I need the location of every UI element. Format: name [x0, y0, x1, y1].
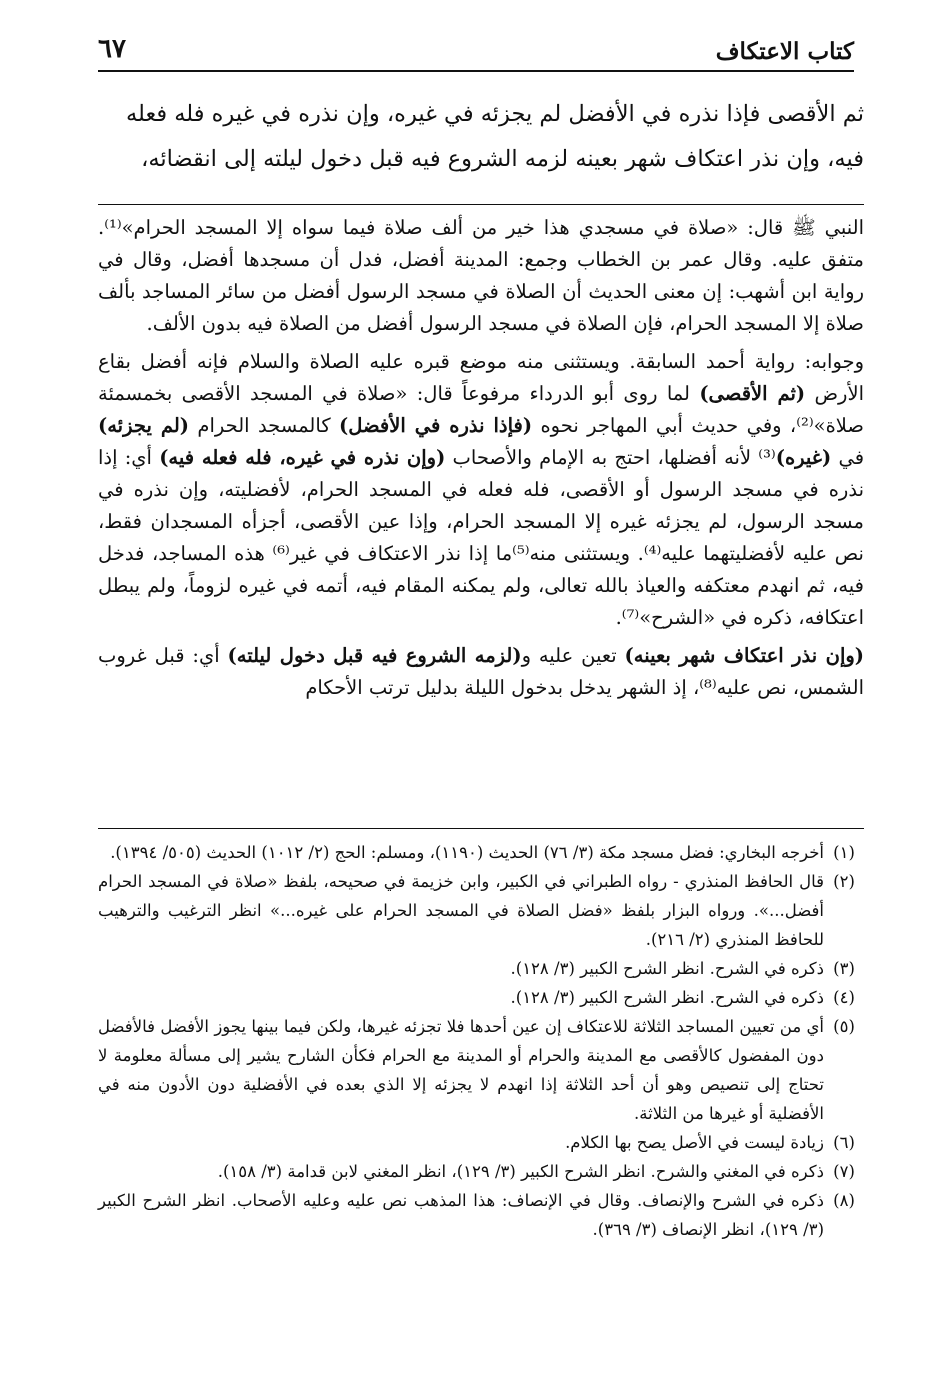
footnote [98, 983, 864, 1012]
sharh-text [98, 212, 864, 710]
matn-separator [98, 204, 864, 205]
sharh-text-run: أي: قبل غروب الشمس، نص عليه⁽⁸⁾، إذ الشهر يدخل بدخول الليلة بدليل ترتب الأحكام [98, 644, 864, 699]
matn-line: ثم الأقصى فإذا نذره في الأفضل لم يجزئه في غيره، وإن نذره في غيره فله فعله [125, 101, 864, 127]
footnote-separator [98, 828, 864, 829]
footnote-text: ذكره في الشرح. انظر الشرح الكبير (٣/ ١٢٨). [510, 959, 824, 978]
footnote-number: (٦) [833, 1133, 855, 1152]
footnote-number: (٧) [833, 1162, 855, 1181]
footnote-text: أي من تعيين المساجد الثلاثة للاعتكاف إن عين أحدها فلا تجزئه غيرها، ولكن فيما بينها يجوز الأفضل فالأفضل دون المفضول كالأقصى مع المدينة والحرام أو المدينة مع الحرام فكأن الشارح يشير إلى مسألة معلومة لا تحتاج إلى تنصيص وهو أن أحد الثلاثة إذا انهدم لا يجزئه إلا الذي بعده في الأفضلية دون الأدون منه في الأفضلية أو غيرها من الثلاثة. [98, 1017, 825, 1123]
matn-quote: (لزمه الشروع فيه قبل دخول ليلته) [227, 644, 522, 667]
sharh-paragraph: النبي ﷺ قال: «صلاة في مسجدي هذا خير من ألف صلاة فيما سواه إلا المسجد الحرام»⁽¹⁾. متفق عليه. وقال عمر بن الخطاب وجمع: المدينة أفضل، فدل أن مسجدها أفضل، وقال في رواية ابن أشهب: إن معنى الحديث أن الصلاة في مسجد الرسول أفضل من سائر المساجد بألف صلاة إلا المسجد الحرام، فإن الصلاة في مسجد الرسول أفضل من الصلاة فيه بدون الألف. [98, 216, 864, 335]
footnote [98, 1186, 864, 1244]
footnote-number: (٢) [833, 872, 855, 891]
footnote-text: أخرجه البخاري: فضل مسجد مكة (٣/ ٧٦) الحديث (١١٩٠)، ومسلم: الحج (٢/ ١٠١٢) الحديث (٥٠٥/ ١٣٩٤). [110, 843, 824, 862]
sharh-text-run: تعين عليه و [521, 644, 625, 667]
footnote-number: (٣) [833, 959, 855, 978]
sharh-text-run: في [831, 446, 865, 469]
matn-quote: (لم يجزئه) [98, 414, 189, 437]
sharh-text-run: ⁽³⁾ لأنه أفضلها، احتج به الإمام والأصحاب [445, 446, 776, 469]
footnote-number: (٤) [833, 988, 855, 1007]
footnote-text: زيادة ليست في الأصل يصح بها الكلام. [565, 1133, 824, 1152]
sharh-paragraph [98, 640, 864, 704]
footnote [98, 1157, 864, 1186]
matn-quote: (غيره) [775, 446, 832, 469]
matn-quote: (وإن نذر اعتكاف شهر بعينه) [624, 644, 864, 667]
footnote [98, 867, 864, 954]
matn-quote: (فإذا نذره في الأفضل) [338, 414, 533, 437]
footnote-text: ذكره في الشرح والإنصاف. وقال في الإنصاف: هذا المذهب نص عليه وعليه الأصحاب. انظر الشرح الكبير (٣/ ١٢٩)، انظر الإنصاف (٣/ ٣٦٩). [98, 1191, 824, 1239]
footnote [98, 1012, 864, 1128]
footnote-number: (١) [833, 843, 855, 862]
matn-quote: (وإن نذره في غيره، فله فعله فيه) [159, 446, 446, 469]
page-number: ٦٧ [98, 34, 126, 64]
sharh-text-run: كالمسجد الحرام [189, 414, 339, 437]
matn-line: فيه، وإن نذر اعتكاف شهر بعينه لزمه الشروع فيه قبل دخول ليلته إلى انقضائه، [141, 146, 864, 172]
footnote [98, 954, 864, 983]
sharh-paragraph [98, 346, 864, 634]
footnote-text: ذكره في الشرح. انظر الشرح الكبير (٣/ ١٢٨). [510, 988, 824, 1007]
sharh-text-run: أي: إذا نذره في مسجد الرسول أو الأقصى، فله فعله في المسجد الحرام، لأفضليته، وإن نذره في مسجد الرسول، لم يجزئه غيره إلا المسجد الحرام، وإذا عين الأقصى، أجزأه المسجدان فقط، نص عليه لأفضليتهما عليه⁽⁴⁾. ويستثنى منه⁽⁵⁾ما إذا نذر الاعتكاف في غير⁽⁶⁾ هذه المساجد، فدخل فيه، ثم انهدم معتكفه والعياذ بالله تعالى، ولم يمكنه المقام فيه، أتمه في غيره لزوماً، ولم يبطل اعتكافه، ذكره في «الشرح»⁽⁷⁾. [98, 446, 864, 629]
footnote [98, 838, 864, 867]
footnote-number: (٥) [833, 1017, 855, 1036]
running-header [98, 34, 854, 72]
footnote-text: ذكره في المغني والشرح. انظر الشرح الكبير (٣/ ١٢٩)، انظر المغني لابن قدامة (٣/ ١٥٨). [217, 1162, 824, 1181]
sharh-text-run: لما روى أبو الدرداء مرفوعاً قال: «صلاة في المسجد الأقصى بخمسمئة صلاة»⁽²⁾، وفي حديث أبي المهاجر نحوه [98, 382, 864, 437]
sharh-text-run: وجوابه: رواية أحمد السابقة. ويستثنى منه موضع قبره عليه الصلاة والسلام فإنه أفضل بقاع الأرض [98, 350, 864, 405]
book-title: كتاب الاعتكاف [715, 38, 854, 65]
footnotes [98, 838, 864, 1244]
footnote [98, 1128, 864, 1157]
footnote-text: قال الحافظ المنذري - رواه الطبراني في الكبير، وابن خزيمة في صحيحه، بلفظ «صلاة في المسجد الحرام أفضل...». ورواه البزار بلفظ «فضل الصلاة في المسجد الحرام على غيره...» انظر الترغيب والترهيب للحافظ المنذري (٢/ ٢١٦). [98, 872, 824, 949]
matn-quote: (ثم الأقصى) [699, 382, 806, 405]
matn-text [98, 92, 864, 182]
footnote-number: (٨) [833, 1191, 855, 1210]
